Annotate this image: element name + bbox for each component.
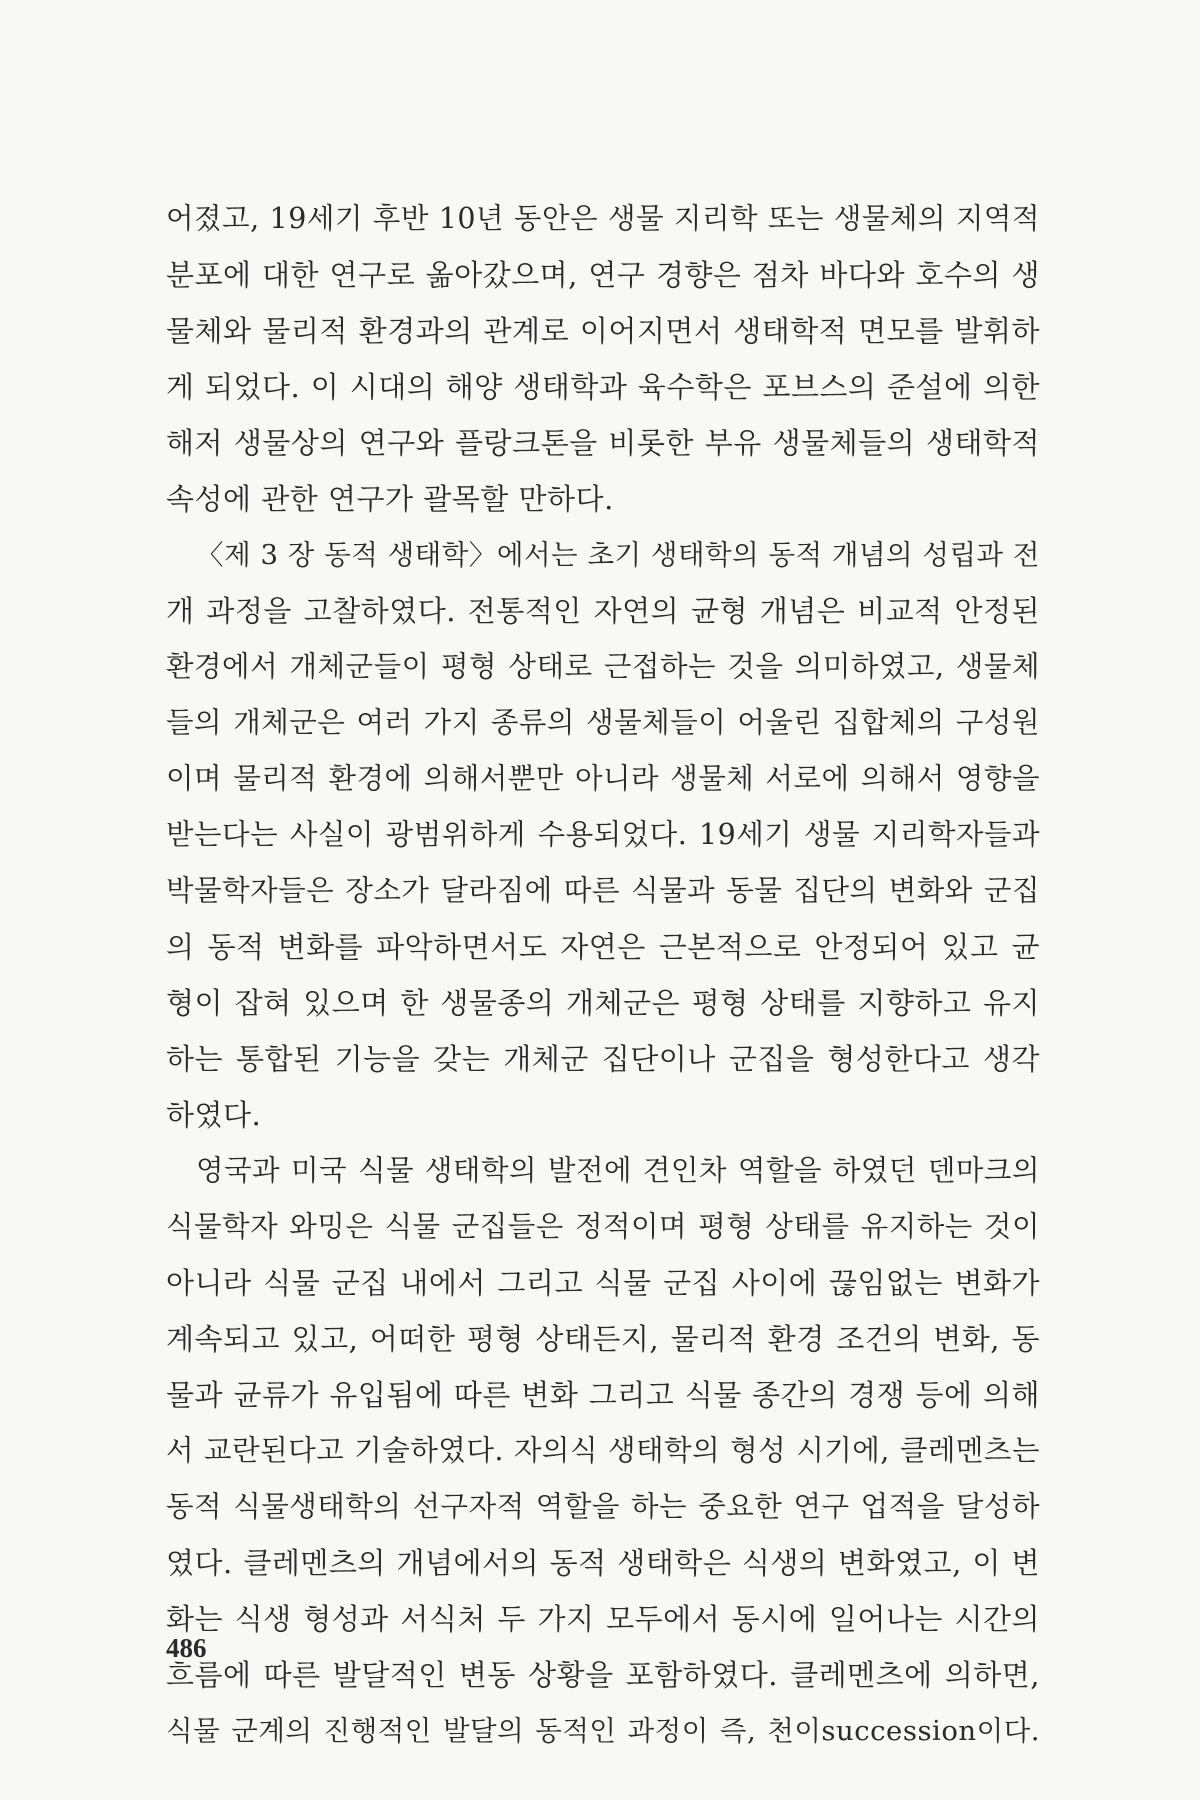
text-line: 〈제 3 장 동적 생태학〉에서는 초기 생태학의 동적 개념의 성립과 전 [196, 539, 1040, 571]
text-line: 개 과정을 고찰하였다. 전통적인 자연의 균형 개념은 비교적 안정된 [166, 594, 1040, 628]
text-line: 받는다는 사실이 광범위하게 수용되었다. 19세기 생물 지리학자들과 [166, 818, 1040, 851]
text-line: 물과 균류가 유입됨에 따른 변화 그리고 식물 종간의 경쟁 등에 의해 [166, 1378, 1040, 1412]
text-line: 아니라 식물 군집 내에서 그리고 식물 군집 사이에 끊임없는 변화가 [166, 1266, 1040, 1300]
text-line: 서 교란된다고 기술하였다. 자의식 생태학의 형성 시기에, 클레멘츠는 [166, 1434, 1040, 1467]
text-line: 하였다. [166, 1098, 262, 1132]
paragraph [166, 527, 1040, 1143]
text-line: 물체와 물리적 환경과의 관계로 이어지면서 생태학적 면모를 발휘하 [166, 314, 1040, 348]
page-number: 486 [166, 1633, 207, 1663]
text-line: 환경에서 개체군들이 평형 상태로 근접하는 것을 의미하였고, 생물체 [166, 650, 1040, 683]
text-line: 식물 군계의 진행적인 발달의 동적인 과정이 즉, 천이succession이다. [166, 1715, 1040, 1747]
text-line: 화는 식생 형성과 서식처 두 가지 모두에서 동시에 일어나는 시간의 [166, 1602, 1040, 1636]
text-line: 들의 개체군은 여러 가지 종류의 생물체들이 어울린 집합체의 구성원 [166, 706, 1040, 739]
paragraph [166, 1143, 1040, 1759]
body-text [166, 191, 1040, 1759]
text-line: 였다. 클레멘츠의 개념에서의 동적 생태학은 식생의 변화였고, 이 변 [166, 1546, 1040, 1580]
text-line: 하는 통합된 기능을 갖는 개체군 집단이나 군집을 형성한다고 생각 [166, 1042, 1040, 1076]
text-line: 박물학자들은 장소가 달라짐에 따른 식물과 동물 집단의 변화와 군집 [166, 874, 1040, 907]
text-line: 이며 물리적 환경에 의해서뿐만 아니라 생물체 서로에 의해서 영향을 [166, 762, 1040, 795]
text-line: 흐름에 따른 발달적인 변동 상황을 포함하였다. 클레멘츠에 의하면, [166, 1658, 1040, 1692]
text-line: 계속되고 있고, 어떠한 평형 상태든지, 물리적 환경 조건의 변화, 동 [166, 1322, 1040, 1356]
paragraph [166, 191, 1040, 527]
text-line: 동적 식물생태학의 선구자적 역할을 하는 중요한 연구 업적을 달성하 [166, 1490, 1040, 1523]
text-line: 영국과 미국 식물 생태학의 발전에 견인차 역할을 하였던 덴마크의 [196, 1154, 1040, 1187]
text-line: 어졌고, 19세기 후반 10년 동안은 생물 지리학 또는 생물체의 지역적 [166, 202, 1040, 235]
text-line: 의 동적 변화를 파악하면서도 자연은 근본적으로 안정되어 있고 균 [166, 930, 1040, 964]
text-line: 해저 생물상의 연구와 플랑크톤을 비롯한 부유 생물체들의 생태학적 [166, 426, 1040, 460]
text-line: 속성에 관한 연구가 괄목할 만하다. [166, 482, 614, 516]
text-line: 분포에 대한 연구로 옮아갔으며, 연구 경향은 점차 바다와 호수의 생 [166, 258, 1040, 292]
text-line: 게 되었다. 이 시대의 해양 생태학과 육수학은 포브스의 준설에 의한 [166, 370, 1040, 404]
text-line: 식물학자 와밍은 식물 군집들은 정적이며 평형 상태를 유지하는 것이 [166, 1210, 1040, 1243]
text-line: 형이 잡혀 있으며 한 생물종의 개체군은 평형 상태를 지향하고 유지 [166, 986, 1040, 1020]
